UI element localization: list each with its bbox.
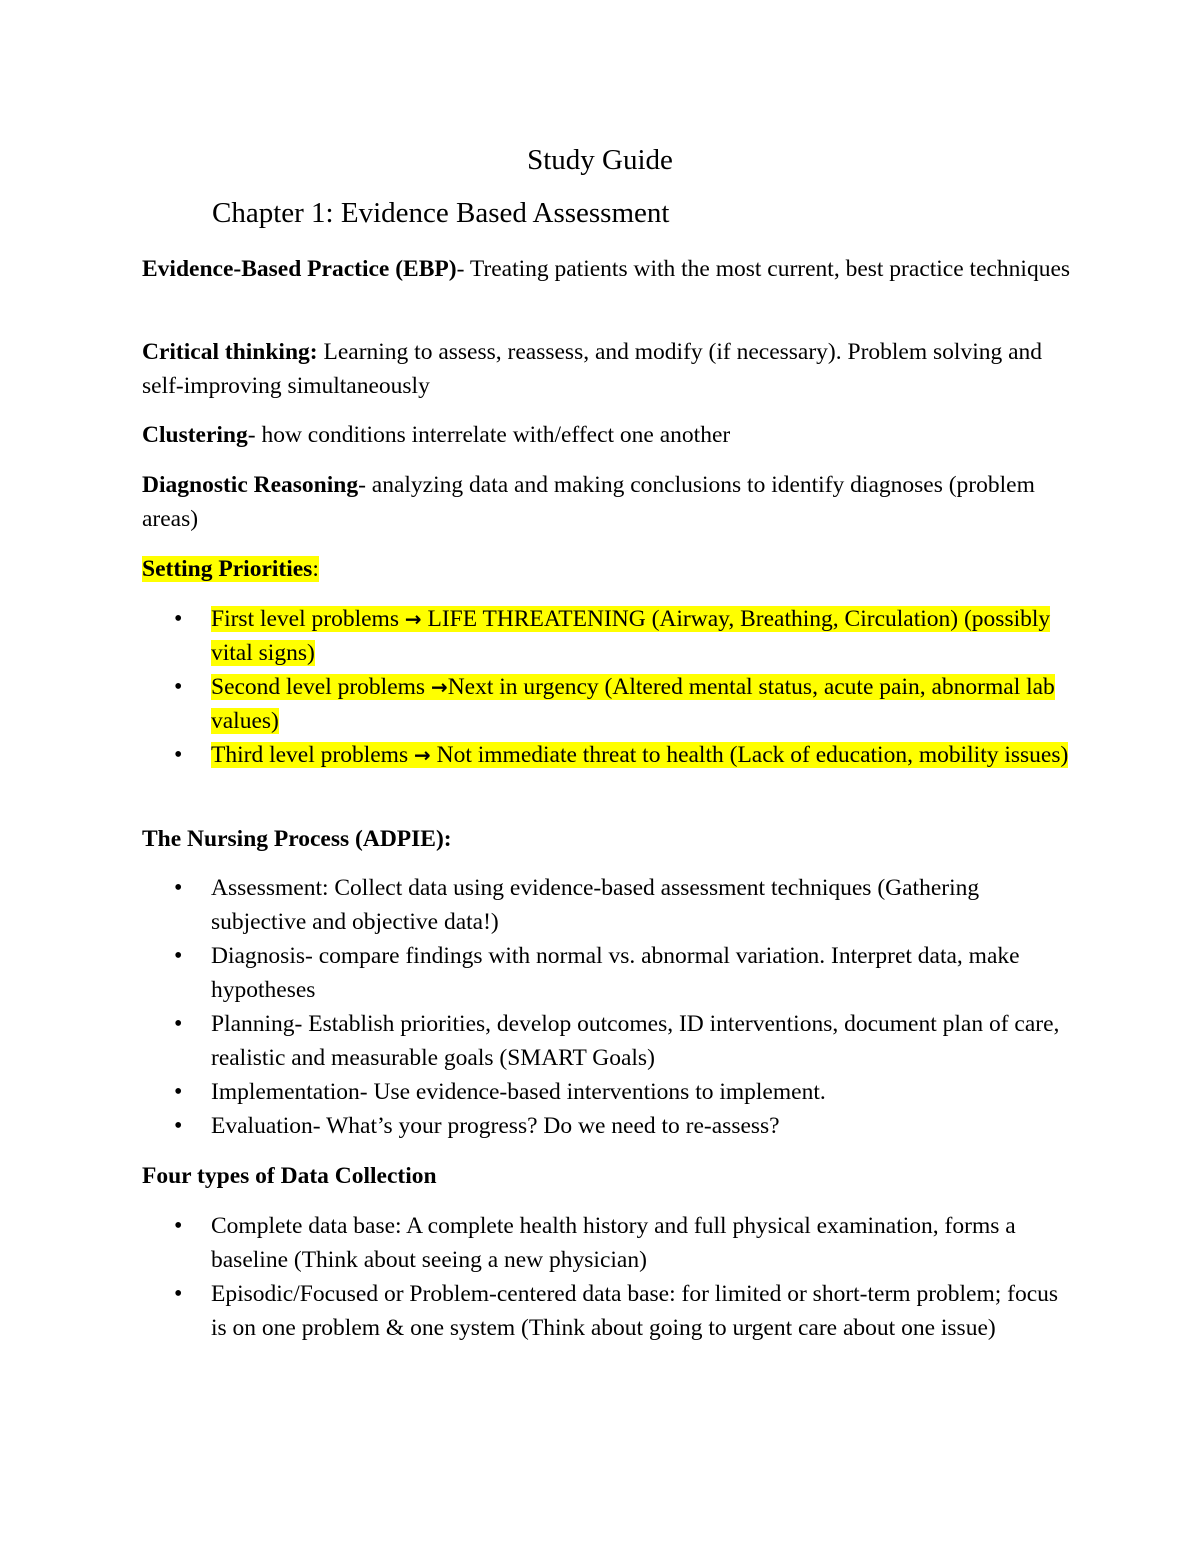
cl-text: - how conditions interrelate with/effect one another xyxy=(247,422,731,448)
priority-label: Second level problems xyxy=(211,674,431,700)
list-item-text: Episodic/Focused or Problem-centered data base: for limited or short-term problem; focus is on one problem & one system (Think about going to urgent care about one issue) xyxy=(211,1281,1059,1341)
priority-text: LIFE THREATENING (Airway, Breathing, Circulation) (possibly vital signs) xyxy=(211,606,1051,666)
dr-term: Diagnostic Reasoning xyxy=(142,472,359,498)
priorities-colon: : xyxy=(312,556,319,582)
list-item-text: Planning- Establish priorities, develop outcomes, ID interventions, document plan of care, realistic and measurable goals (SMART Goals) xyxy=(211,1011,1060,1071)
list-item-text: Evaluation- What’s your progress? Do we need to re-assess? xyxy=(211,1113,780,1139)
arrow-right-icon: → xyxy=(404,607,422,631)
bullet-icon: • xyxy=(174,1213,183,1239)
priority-label: First level problems xyxy=(211,606,405,632)
priority-label: Third level problems xyxy=(211,742,414,768)
bullet-icon: • xyxy=(174,1113,183,1139)
list-item-text: Complete data base: A complete health history and full physical examination, forms a baseline (Think about seeing a new physician) xyxy=(211,1213,1016,1273)
page-title: Study Guide xyxy=(527,144,673,176)
bullet-icon: • xyxy=(174,1281,183,1307)
priorities-list xyxy=(142,602,1072,772)
bullet-icon: • xyxy=(174,674,183,700)
data-collection-heading-text: Four types of Data Collection xyxy=(142,1163,437,1189)
bullet-icon: • xyxy=(174,742,183,768)
list-item xyxy=(142,602,1072,670)
chapter-heading: Chapter 1: Evidence Based Assessment xyxy=(212,197,670,229)
list-item xyxy=(142,1209,1072,1277)
priority-text: Not immediate threat to health (Lack of education, mobility issues) xyxy=(430,742,1069,768)
list-item xyxy=(142,670,1072,738)
bullet-icon: • xyxy=(174,875,183,901)
priority-text: Next in urgency (Altered mental status, acute pain, abnormal lab values) xyxy=(211,674,1055,734)
ct-text: Learning to assess, reassess, and modify (if necessary). Problem solving and self-improving simultaneously xyxy=(142,339,1043,399)
bullet-icon: • xyxy=(174,606,183,632)
nursing-heading-text: The Nursing Process (ADPIE): xyxy=(142,826,452,852)
definition-ebp xyxy=(142,252,1072,286)
list-item xyxy=(142,1277,1072,1345)
arrow-right-icon: → xyxy=(413,743,431,767)
bullet-icon: • xyxy=(174,1079,183,1105)
priorities-heading-text: Setting Priorities xyxy=(142,556,313,582)
cl-term: Clustering xyxy=(142,422,248,448)
list-item xyxy=(142,1007,1072,1075)
list-item xyxy=(142,1075,1072,1109)
definition-diagnostic-reasoning xyxy=(142,468,1072,536)
definition-critical-thinking xyxy=(142,335,1072,403)
list-item xyxy=(142,939,1072,1007)
data-collection-heading xyxy=(142,1159,1072,1193)
ct-term: Critical thinking: xyxy=(142,339,318,365)
bullet-icon: • xyxy=(174,1011,183,1037)
ebp-text: - Treating patients with the most current, best practice techniques xyxy=(456,256,1071,282)
bullet-icon: • xyxy=(174,943,183,969)
nursing-process-list xyxy=(142,871,1072,1143)
dr-text: - analyzing data and making conclusions to identify diagnoses (problem areas) xyxy=(142,472,1035,532)
list-item xyxy=(142,1109,1072,1143)
list-item xyxy=(142,871,1072,939)
definition-clustering xyxy=(142,418,1072,452)
nursing-process-heading xyxy=(142,822,1072,856)
priorities-heading xyxy=(142,552,1072,586)
ebp-term: Evidence-Based Practice (EBP) xyxy=(142,256,457,282)
list-item-text: Assessment: Collect data using evidence-based assessment techniques (Gathering subjective and objective data!) xyxy=(211,875,980,935)
arrow-right-icon: → xyxy=(430,675,448,699)
list-item-text: Implementation- Use evidence-based interventions to implement. xyxy=(211,1079,826,1105)
data-collection-list xyxy=(142,1209,1072,1345)
list-item xyxy=(142,738,1072,772)
list-item-text: Diagnosis- compare findings with normal vs. abnormal variation. Interpret data, make hypotheses xyxy=(211,943,1020,1003)
